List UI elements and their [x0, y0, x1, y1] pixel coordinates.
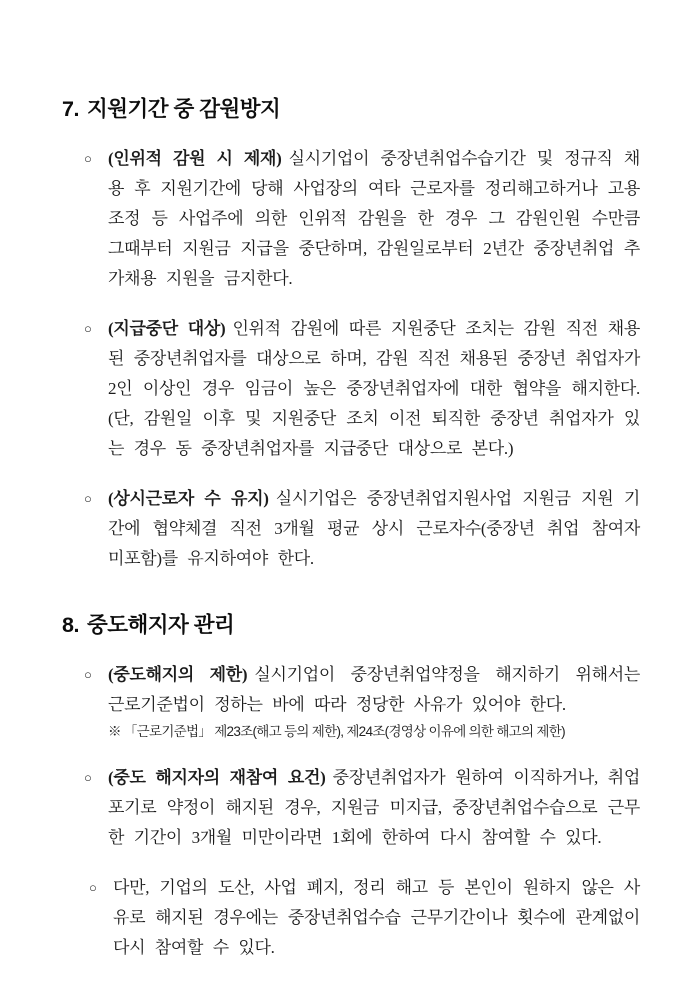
item-body: 다만, 기업의 도산, 사업 폐지, 정리 해고 등 본인이 원하지 않은 사유로 해지된 경우에는 중장년취업수습 근무기간이나 횟수에 관계없이 다시 참여할 수 있다. — [113, 878, 640, 957]
bullet-item-sanction — [84, 144, 640, 294]
section-7-heading — [62, 96, 640, 123]
section-8 — [62, 612, 640, 963]
circle-bullet-icon: ○ — [84, 770, 92, 785]
section-7 — [62, 96, 640, 574]
circle-bullet-icon: ○ — [84, 491, 92, 506]
circle-bullet-icon: ○ — [84, 667, 92, 682]
circle-bullet-icon: ○ — [84, 151, 92, 166]
item-text-block — [108, 763, 640, 853]
bullet-item-suspension-target — [84, 314, 640, 464]
bullet-item-rejoin-requirements — [84, 763, 640, 853]
item-body: 실시기업은 중장년취업지원사업 지원금 지원 기간에 협약체결 직전 3개월 평균 상시 근로자수(중장년 취업 참여자 미포함)를 유지하여야 한다. — [108, 489, 640, 568]
section-8-heading — [62, 612, 640, 639]
item-label: (지급중단 대상) — [108, 319, 226, 338]
item-text-block — [108, 660, 640, 743]
item-label: (중도해지의 제한) — [108, 665, 248, 684]
section-7-title: 지원기간 중 감원방지 — [86, 97, 281, 121]
item-body: 인위적 감원에 따른 지원중단 조치는 감원 직전 채용된 중장년취업자를 대상으로 하며, 감원 직전 채용된 중장년 취업자가 2인 이상인 경우 임금이 높은 중장년취업자에 대한 협약을 해지한다.(단, 감원일 이후 및 지원중단 조치 이전 퇴직한 중장년 취업자가 있는 경우 동 중장년취업자를 지급중단 대상으로 본다.) — [108, 319, 640, 458]
circle-bullet-icon: ○ — [84, 321, 92, 336]
item-body: 중장년취업자가 원하여 이직하거나, 취업포기로 약정이 해지된 경우, 지원금 미지급, 중장년취업수습으로 근무한 기간이 3개월 미만이라면 1회에 한하여 다시 참여할 수 있다. — [108, 768, 640, 847]
bullet-item-rejoin-exception — [89, 873, 640, 963]
section-8-number: 8. — [62, 613, 79, 637]
bullet-item-workforce-maintenance — [84, 484, 640, 574]
item-label: (중도 해지자의 재참여 요건) — [108, 768, 326, 787]
section-7-number: 7. — [62, 97, 79, 121]
bullet-item-termination-limit — [84, 660, 640, 743]
item-body: 실시기업이 중장년취업약정을 해지하기 위해서는 근로기준법이 정하는 바에 따라 정당한 사유가 있어야 한다. — [108, 665, 640, 714]
footnote-labor-law: ※ 「근로기준법」 제23조(해고 등의 제한), 제24조(경영상 이유에 의한 해고의 제한) — [108, 724, 565, 739]
section-8-title: 중도해지자 관리 — [86, 613, 235, 637]
item-text-block — [108, 484, 640, 574]
item-text-block — [113, 873, 640, 963]
item-label: (상시근로자 수 유지) — [108, 489, 269, 508]
item-label: (인위적 감원 시 제재) — [108, 149, 282, 168]
item-body: 실시기업이 중장년취업수습기간 및 정규직 채용 후 지원기간에 당해 사업장의 여타 근로자를 정리해고하거나 고용조정 등 사업주에 의한 인위적 감원을 한 경우 그 감원인원 수만큼 그때부터 지원금 지급을 중단하며, 감원일로부터 2년간 중장년취업 추가채용 지원을 금지한다. — [108, 149, 640, 288]
circle-bullet-icon: ○ — [89, 880, 97, 895]
item-text-block — [108, 144, 640, 294]
item-text-block — [108, 314, 640, 464]
